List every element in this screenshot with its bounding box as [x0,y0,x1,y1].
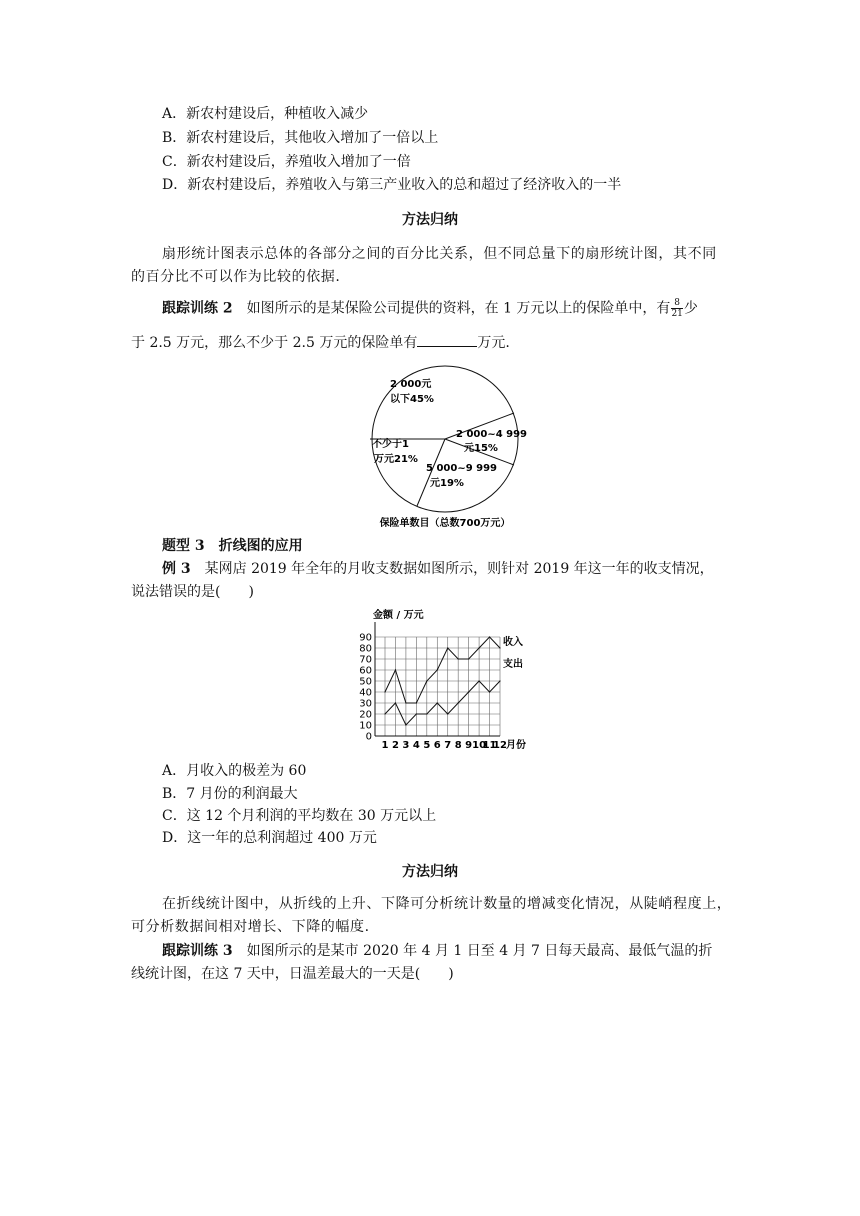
track2-line1 [162,298,698,319]
option-d-q3: D．这一年的总利润超过 400 万元 [162,830,377,846]
data-point [395,669,396,670]
data-point [447,647,448,648]
method-text-1a: 扇形统计图表示总体的各部分之间的百分比关系，但不同总量下的扇形统计图，其不同 [162,246,717,262]
data-point [426,713,427,714]
track3-line2: 线统计图，在这 7 天中，日温差最大的一天是( ) [131,966,454,982]
track3-line1 [162,941,712,961]
x-tick-label: 4 [412,740,420,751]
example3-line1 [162,559,714,579]
track2-line2-b: 万元. [477,335,510,351]
slice-label-4b: 万元21% [374,454,418,465]
pie-caption: 保险单数目（总数700万元） [379,518,511,529]
fraction [671,298,682,319]
track3-text: 如图所示的是某市 2020 年 4 月 1 日至 4 月 7 日每天最高、最低气温的折 [246,943,713,959]
y-tick-label: 70 [359,654,372,666]
method-text-1b: 的百分比不可以作为比较的依据. [131,269,341,285]
data-point [416,702,417,703]
option-b: B．新农村建设后，其他收入增加了一倍以上 [162,130,439,146]
data-point [405,702,406,703]
data-point [468,691,469,692]
example3-text: 某网店 2019 年全年的月收支数据如图所示，则针对 2019 年这一年的收支情况， [204,561,714,577]
y-tick-label: 50 [359,676,372,688]
x-tick-label: 6 [433,740,441,751]
data-point [478,680,479,681]
x-tick-label: 9 [465,740,473,751]
series-label: 收入 [503,637,523,648]
y-tick-label: 20 [359,709,372,721]
x-tick-label: 1 [381,740,389,751]
data-point [458,702,459,703]
example3-label: 例 3 [162,561,191,577]
data-point [447,713,448,714]
data-point [384,713,385,714]
method-title-2: 方法归纳 [402,864,458,880]
track3-label: 跟踪训练 3 [162,943,233,959]
track2-line2 [131,332,510,353]
slice-label-3a: 5 000~9 999 [426,463,498,474]
x-tick-label: 7 [444,740,452,751]
x-tick-label: 2 [391,740,399,751]
x-tick-label: 11 [482,740,497,751]
x-tick-label: 10 [472,740,487,751]
method-text-2a: 在折线统计图中，从折线的上升、下降可分析统计数量的增减变化情况，从陡峭程度上， [162,896,732,912]
track2-text-b: 少 [683,300,698,317]
data-point [499,647,500,648]
y-axis-label: 金额 / 万元 [373,610,424,621]
data-point [468,658,469,659]
x-tick-label: 5 [423,740,431,751]
data-point [437,669,438,670]
fraction-denominator: 21 [671,309,683,319]
method-title-1: 方法归纳 [402,212,458,228]
slice-label-2b: 元15% [464,443,498,454]
section-title: 题型 3 折线图的应用 [162,538,303,554]
data-point [384,691,385,692]
option-a: A．新农村建设后，种植收入减少 [162,106,369,122]
slice-label-2a: 2 000~4 999 [456,429,528,440]
x-axis-label: 月份 [506,740,526,751]
method-text-2b: 可分析数据间相对增长、下降的幅度. [131,919,370,935]
option-b-q3: B．7 月份的利润最大 [162,786,298,802]
y-tick-label: 90 [359,632,372,644]
track2-label: 跟踪训练 2 [162,300,233,317]
y-tick-label: 40 [359,687,372,699]
pie-chart [360,360,530,535]
y-tick-label: 10 [359,720,372,732]
y-tick-label: 80 [359,643,372,655]
data-point [437,702,438,703]
y-tick-label: 0 [365,731,372,743]
series-label: 支出 [503,659,523,670]
data-point [499,680,500,681]
slice-label-3b: 元19% [430,478,464,489]
option-c-q3: C．这 12 个月利润的平均数在 30 万元以上 [162,808,437,824]
data-point [458,658,459,659]
example3-line2: 说法错误的是( ) [131,584,254,600]
data-point [395,702,396,703]
slice-label-4a: 不少于1 [372,439,409,450]
data-point [416,713,417,714]
y-tick-label: 60 [359,665,372,677]
data-point [426,680,427,681]
data-point [489,691,490,692]
track2-text-a: 如图所示的是某保险公司提供的资料，在 1 万元以上的保险单中，有 [246,300,671,317]
chart-grid [375,637,500,736]
track2-line2-a: 于 2.5 万元，那么不少于 2.5 万元的保险单有 [131,335,418,351]
data-point [478,647,479,648]
x-tick-label: 12 [493,740,507,751]
x-tick-label: 3 [402,740,410,751]
line-chart [340,600,540,755]
slice-label-1a: 2 000元 [390,379,432,390]
data-point [489,636,490,637]
answer-blank [417,332,477,347]
y-tick-label: 30 [359,698,372,710]
option-a-q3: A．月收入的极差为 60 [162,763,307,779]
fraction-numerator: 8 [671,298,682,309]
slice-label-1b: 以下45% [390,394,434,405]
x-tick-label: 8 [454,740,462,751]
option-d: D．新农村建设后，养殖收入与第三产业收入的总和超过了经济收入的一半 [162,177,622,193]
option-c: C．新农村建设后，养殖收入增加了一倍 [162,154,411,170]
data-point [405,724,406,725]
